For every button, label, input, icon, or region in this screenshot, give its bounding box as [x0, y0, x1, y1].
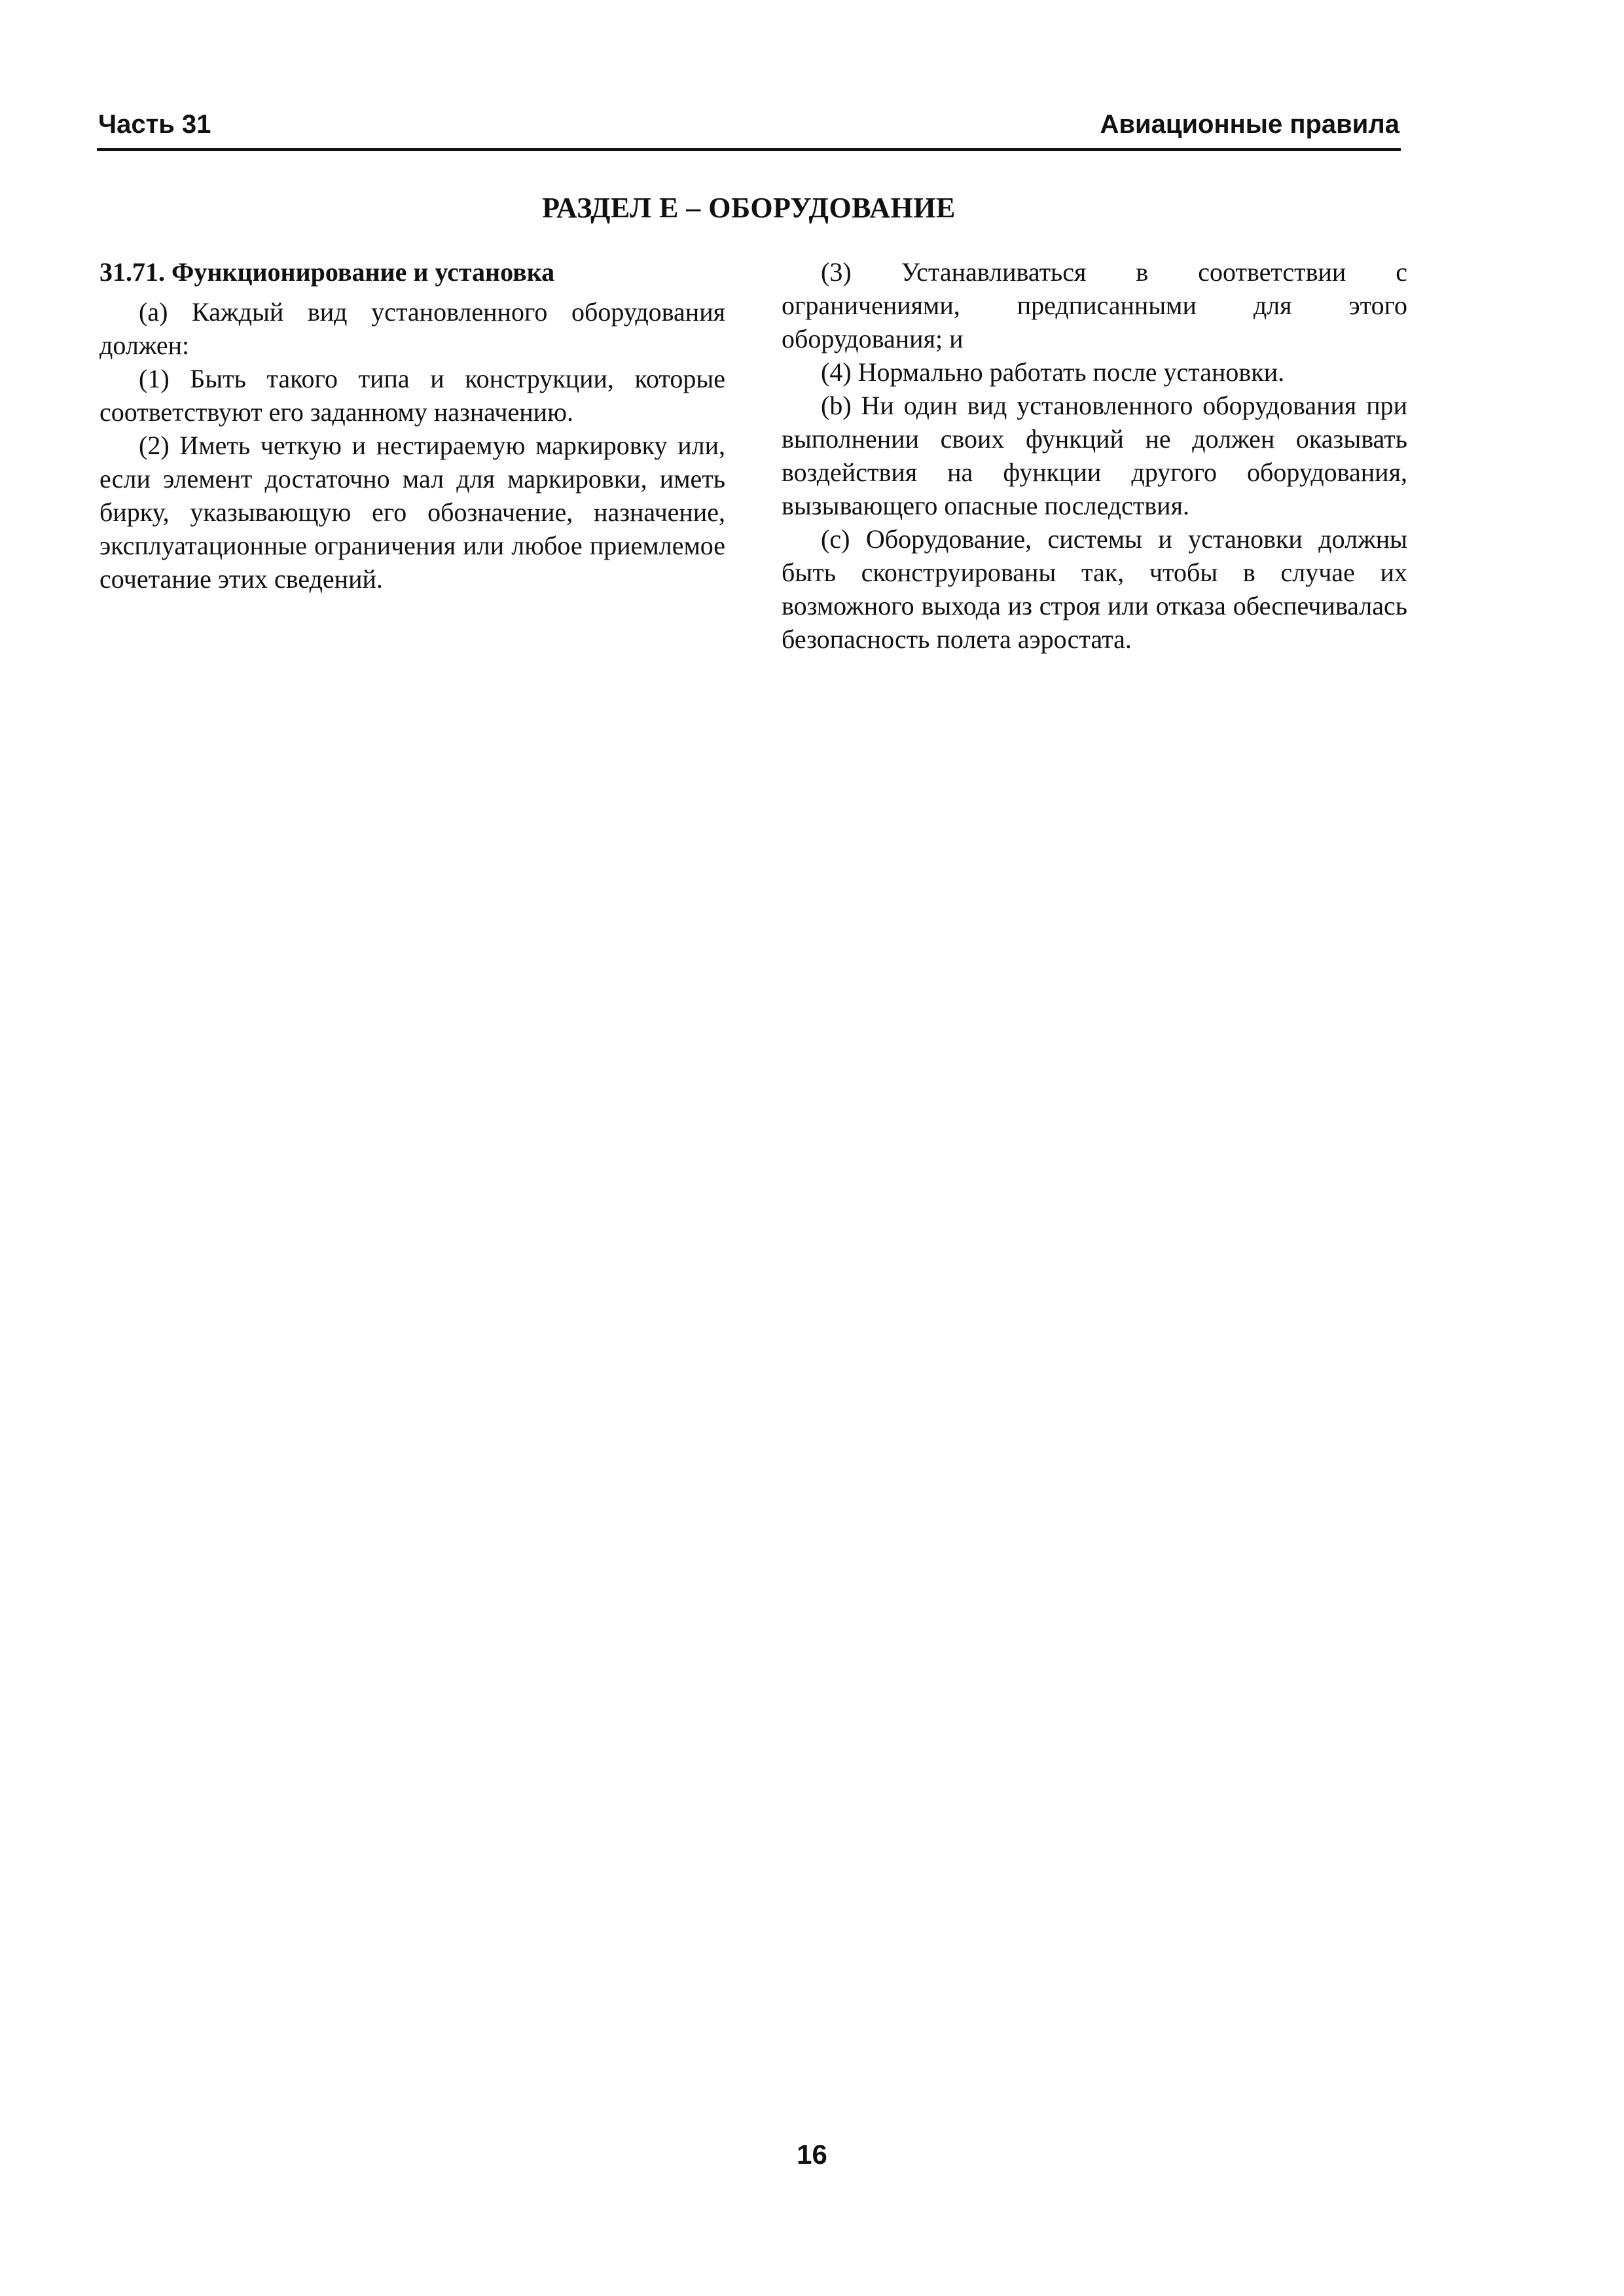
article-heading: 31.71. Функционирование и установка	[99, 257, 555, 287]
paragraph-a: (а) Каждый вид установленного оборудования должен:	[99, 297, 725, 360]
page-number: 16	[797, 2139, 827, 2170]
right-column	[782, 255, 1407, 656]
paragraph-a-4: (4) Нормально работать после установки.	[821, 357, 1285, 387]
header-part-label: Часть 31	[98, 110, 211, 139]
page-header	[97, 105, 1401, 151]
paragraph-c: (с) Оборудование, системы и установки должны быть сконструированы так, чтобы в случае их возможного выхода из строя или отказа обеспечивалась безопасность полета аэростата.	[782, 524, 1407, 654]
left-column	[99, 255, 725, 596]
section-title: РАЗДЕЛ Е – ОБОРУДОВАНИЕ	[542, 192, 956, 224]
paragraph-b: (b) Ни один вид установленного оборудования при выполнении своих функций не должен оказывать воздействия на функции другого оборудования, вызывающего опасные последствия.	[782, 391, 1407, 520]
paragraph-a-1: (1) Быть такого типа и конструкции, которые соответствуют его заданному назначению.	[99, 364, 725, 427]
header-document-title: Авиационные правила	[1100, 110, 1399, 139]
paragraph-a-3: (3) Устанавливаться в соответствии с ограничениями, предписанными для этого оборудования; и	[782, 257, 1407, 353]
paragraph-a-2: (2) Иметь четкую и нестираемую маркировку или, если элемент достаточно мал для маркировки, иметь бирку, указывающую его обозначение, назначение, эксплуатационные ограничения или любое приемлемое сочетание этих сведений.	[99, 431, 725, 594]
